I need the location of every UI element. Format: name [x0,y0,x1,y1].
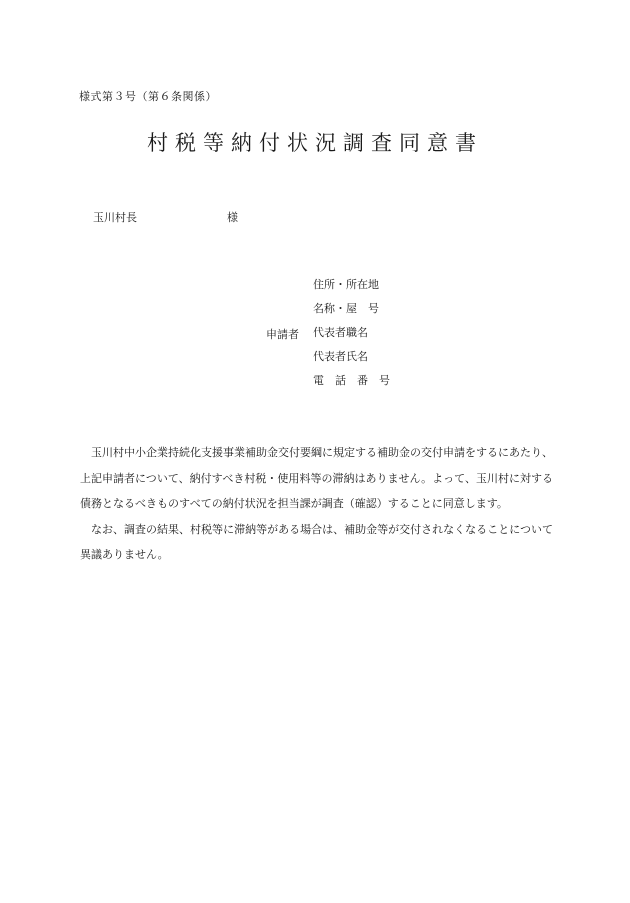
document-title: 村税等納付状況調査同意書 [147,131,483,155]
applicant-fields [313,278,390,398]
honorific: 様 [227,211,238,224]
applicant-address-label: 住所・所在地 [313,278,379,291]
applicant-business-name-label: 名称・屋 号 [313,302,379,315]
consent-body [80,440,553,568]
representative-title-label: 代表者職名 [313,326,368,339]
applicant-label: 申請者 [266,328,299,341]
representative-name-label: 代表者氏名 [313,350,368,363]
objection-paragraph: なお、調査の結果、村税等に滞納等がある場合は、補助金等が交付されなくなることについて異議ありません。 [80,522,553,561]
form-number: 様式第３号（第６条関係） [79,90,217,103]
phone-number-label: 電 話 番 号 [313,374,390,387]
consent-paragraph: 玉川村中小企業持続化支援事業補助金交付要綱に規定する補助金の交付申請をするにあたり、上記申請者について、納付すべき村税・使用料等の滞納はありません。よって、玉川村に対する債務となるべきものすべての納付状況を担当課が調査（確認）することに同意します。 [80,446,553,510]
addressee: 玉川村長 [93,211,137,224]
